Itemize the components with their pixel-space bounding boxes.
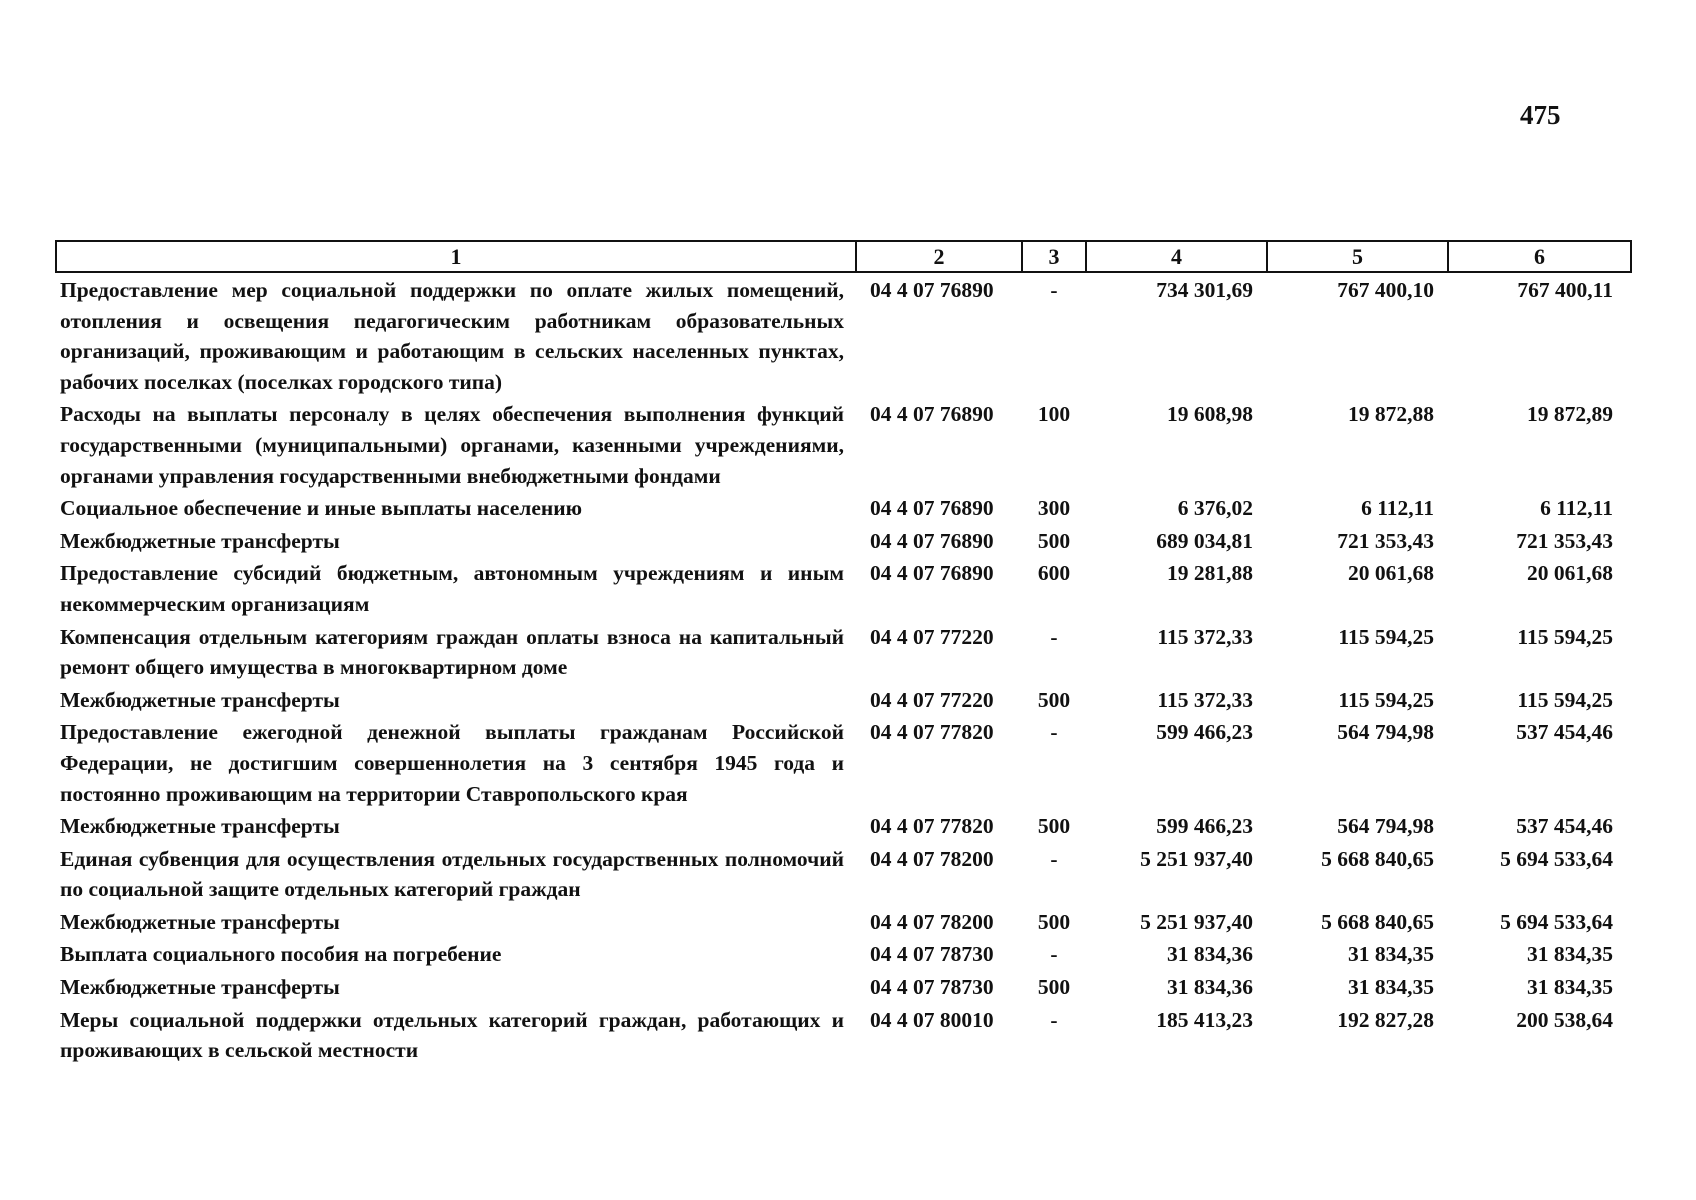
row-expense-type: 300: [1037, 496, 1071, 521]
row-expense-type: -: [1050, 624, 1058, 649]
row-name: Меры социальной поддержки отдельных категорий граждан, работающих и проживающих в сельской местности: [60, 1007, 844, 1063]
row-expense-type: 500: [1037, 909, 1071, 934]
row-name: Социальное обеспечение и иные выплаты населению: [60, 496, 583, 521]
row-code: 04 4 07 76890: [870, 528, 994, 553]
row-value-col6: 19 872,89: [1527, 402, 1613, 427]
row-name: Выплата социального пособия на погребение: [60, 942, 502, 967]
row-value-col6: 6 112,11: [1540, 496, 1613, 521]
table-body: [56, 272, 1631, 1066]
row-value-col6: 767 400,11: [1517, 278, 1613, 302]
table-row: [56, 620, 1631, 683]
row-value-col6: 31 834,35: [1527, 942, 1613, 967]
row-name: Предоставление мер социальной поддержки по оплате жилых помещений, отопления и освещения педагогическим работникам образовательных организаций, проживающим и работающим в сельских населенных пунктах, рабочих поселках (поселках городского типа): [60, 278, 844, 394]
row-code: 04 4 07 76890: [870, 278, 994, 302]
row-value-col5: 19 872,88: [1348, 402, 1434, 427]
row-code: 04 4 07 78200: [870, 909, 994, 934]
row-value-col5: 115 594,25: [1338, 624, 1434, 649]
row-value-col5: 115 594,25: [1338, 687, 1434, 712]
row-expense-type: -: [1050, 846, 1058, 871]
row-value-col4: 689 034,81: [1156, 528, 1253, 553]
row-value-col4: 31 834,36: [1167, 975, 1253, 1000]
row-expense-type: -: [1050, 278, 1058, 302]
row-value-col5: 192 827,28: [1337, 1007, 1434, 1032]
row-value-col4: 115 372,33: [1157, 687, 1253, 712]
table-row: [56, 683, 1631, 716]
row-value-col4: 734 301,69: [1156, 278, 1253, 302]
row-name: Единая субвенция для осуществления отдельных государственных полномочий по социальной защите отдельных категорий граждан: [60, 846, 844, 902]
row-name: Предоставление субсидий бюджетным, автономным учреждениям и иным некоммерческим организациям: [60, 561, 844, 616]
row-value-col4: 31 834,36: [1167, 942, 1253, 967]
row-value-col5: 5 668 840,65: [1321, 909, 1434, 934]
row-value-col6: 31 834,35: [1527, 975, 1613, 1000]
row-value-col6: 200 538,64: [1516, 1007, 1613, 1032]
row-expense-type: -: [1050, 720, 1058, 745]
row-expense-type: 500: [1037, 687, 1071, 712]
column-header-1: 1: [56, 241, 856, 272]
row-value-col4: 5 251 937,40: [1140, 846, 1253, 871]
row-code: 04 4 07 78730: [870, 942, 994, 967]
row-expense-type: 100: [1037, 402, 1071, 427]
row-value-col5: 564 794,98: [1337, 814, 1434, 839]
row-expense-type: 600: [1037, 561, 1071, 586]
row-name: Межбюджетные трансферты: [60, 687, 340, 712]
row-expense-type: -: [1050, 942, 1058, 967]
column-header-5: 5: [1267, 241, 1448, 272]
row-name: Межбюджетные трансферты: [60, 975, 340, 1000]
row-value-col5: 5 668 840,65: [1321, 846, 1434, 871]
column-header-6: 6: [1448, 241, 1631, 272]
row-code: 04 4 07 77220: [870, 624, 994, 649]
table-row: [56, 272, 1631, 397]
row-value-col5: 31 834,35: [1348, 975, 1434, 1000]
row-expense-type: -: [1050, 1007, 1058, 1032]
row-expense-type: 500: [1037, 975, 1071, 1000]
row-expense-type: 500: [1037, 528, 1071, 553]
row-value-col6: 20 061,68: [1527, 561, 1613, 586]
row-code: 04 4 07 77820: [870, 720, 994, 745]
table-row: [56, 970, 1631, 1003]
table-row: [56, 905, 1631, 938]
row-code: 04 4 07 77220: [870, 687, 994, 712]
row-name: Межбюджетные трансферты: [60, 814, 340, 839]
row-value-col6: 537 454,46: [1516, 720, 1613, 745]
row-value-col6: 721 353,43: [1516, 528, 1613, 553]
row-value-col5: 721 353,43: [1337, 528, 1434, 553]
row-code: 04 4 07 76890: [870, 402, 994, 427]
row-value-col5: 20 061,68: [1348, 561, 1434, 586]
table-row: [56, 397, 1631, 491]
row-code: 04 4 07 76890: [870, 561, 994, 586]
row-code: 04 4 07 78200: [870, 846, 994, 871]
row-name: Межбюджетные трансферты: [60, 528, 340, 553]
row-value-col4: 185 413,23: [1156, 1007, 1253, 1032]
row-value-col4: 19 281,88: [1167, 561, 1253, 586]
row-value-col6: 5 694 533,64: [1500, 846, 1613, 871]
row-value-col4: 19 608,98: [1167, 402, 1253, 427]
table-row: [56, 491, 1631, 524]
row-name: Компенсация отдельным категориям граждан оплаты взноса на капитальный ремонт общего имущества в многоквартирном доме: [60, 624, 844, 680]
header-row: [56, 241, 1631, 272]
row-value-col5: 31 834,35: [1348, 942, 1434, 967]
table-row: [56, 842, 1631, 905]
row-value-col4: 5 251 937,40: [1140, 909, 1253, 934]
row-code: 04 4 07 76890: [870, 496, 994, 521]
row-code: 04 4 07 77820: [870, 814, 994, 839]
table-header: [56, 241, 1631, 272]
row-value-col5: 767 400,10: [1337, 278, 1434, 302]
table-row: [56, 809, 1631, 842]
row-code: 04 4 07 78730: [870, 975, 994, 1000]
row-name: Расходы на выплаты персоналу в целях обеспечения выполнения функций государственными (муниципальными) органами, казенными учреждениями, органами управления государственными внебюджетными фондами: [60, 402, 844, 488]
column-header-2: 2: [856, 241, 1022, 272]
table-row: [56, 1003, 1631, 1066]
row-value-col6: 5 694 533,64: [1500, 909, 1613, 934]
column-header-4: 4: [1086, 241, 1267, 272]
row-name: Предоставление ежегодной денежной выплаты гражданам Российской Федерации, не достигшим совершеннолетия на 3 сентября 1945 года и постоянно проживающим на территории Ставропольского края: [60, 720, 844, 806]
row-value-col4: 599 466,23: [1156, 720, 1253, 745]
table-row: [56, 524, 1631, 557]
row-code: 04 4 07 80010: [870, 1007, 994, 1032]
row-name: Межбюджетные трансферты: [60, 909, 340, 934]
row-value-col6: 115 594,25: [1517, 687, 1613, 712]
row-value-col6: 537 454,46: [1516, 814, 1613, 839]
row-value-col6: 115 594,25: [1517, 624, 1613, 649]
row-expense-type: 500: [1037, 814, 1071, 839]
budget-table: [55, 240, 1632, 1066]
row-value-col4: 115 372,33: [1157, 624, 1253, 649]
table-row: [56, 715, 1631, 809]
row-value-col4: 6 376,02: [1177, 496, 1253, 521]
row-value-col4: 599 466,23: [1156, 814, 1253, 839]
column-header-3: 3: [1022, 241, 1086, 272]
row-value-col5: 6 112,11: [1361, 496, 1434, 521]
page-number: 475: [1520, 100, 1561, 130]
table-row: [56, 937, 1631, 970]
row-value-col5: 564 794,98: [1337, 720, 1434, 745]
table-row: [56, 556, 1631, 619]
